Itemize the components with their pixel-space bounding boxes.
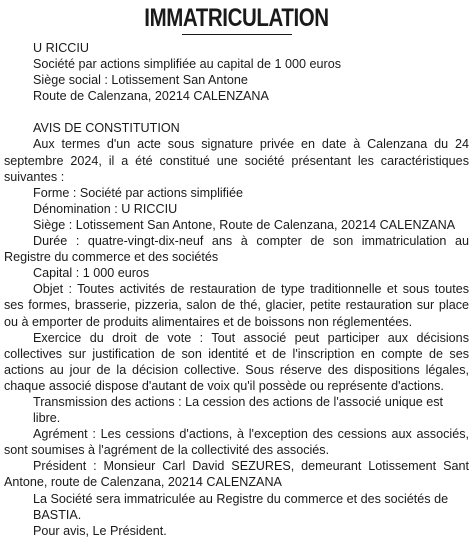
- avis-duree: Durée : quatre-vingt-dix-neuf ans à compter de son immatriculation au Registre du commerce et des sociétés: [4, 234, 469, 265]
- avis-forme: Forme : Société par actions simplifiée: [33, 185, 243, 200]
- avis-intro: Aux termes d'un acte sous signature privée en date à Calenzana du 24 septembre 2024, il a été constitué une société présentant les caractéristiques suivantes :: [4, 137, 469, 184]
- avis-immatriculation: La Société sera immatriculée au Registre du commerce et des sociétés de BASTIA.: [33, 491, 449, 522]
- avis-president: Président : Monsieur Carl David SEZURES, demeurant Lotissement Sant Antone, route de Calenzana, 20214 CALENZANA: [4, 459, 469, 490]
- avis-vote: Exercice du droit de vote : Tout associé peut participer aux décisions collectives sur justification de son identité et de l'inscription en compte de ses actions au jour de la décision collective. Sous réserve des dispositions légales, chaque associé dispose d'autant de voix qu'il possède ou représente d'actions.: [4, 330, 469, 393]
- title-divider: [182, 34, 292, 35]
- company-header: [4, 40, 469, 104]
- constitution-notice: [4, 120, 469, 538]
- avis-transmission: Transmission des actions : La cession des actions de l'associé unique est libre.: [33, 394, 444, 426]
- company-route: Route de Calenzana, 20214 CALENZANA: [33, 89, 269, 104]
- avis-capital: Capital : 1 000 euros: [33, 266, 150, 281]
- avis-denomination: Dénomination : U RICCIU: [33, 201, 178, 216]
- company-siege: Siège social : Lotissement San Antone: [33, 73, 248, 88]
- notice-title: IMMATRICULATION: [144, 4, 329, 32]
- avis-signature: Pour avis, Le Président.: [33, 523, 167, 538]
- spacer: [4, 104, 469, 120]
- avis-heading: AVIS DE CONSTITUTION: [33, 121, 180, 136]
- company-form: Société par actions simplifiée au capital de 1 000 euros: [33, 57, 342, 72]
- company-name: U RICCIU: [33, 41, 89, 55]
- notice-body: [4, 40, 469, 539]
- avis-objet: Objet : Toutes activités de restauration de type traditionnelle et sous toutes ses formes, brasserie, pizzeria, salon de thé, glacier, petite restauration sur place ou à emporter de produits alimentaires et de boissons non réglementées.: [4, 282, 469, 329]
- avis-siege: Siège : Lotissement San Antone, Route de Calenzana, 20214 CALENZANA: [33, 217, 456, 232]
- avis-agrement: Agrément : Les cessions d'actions, à l'exception des cessions aux associés, sont soumises à l'agrément de la collectivité des associés.: [4, 427, 469, 458]
